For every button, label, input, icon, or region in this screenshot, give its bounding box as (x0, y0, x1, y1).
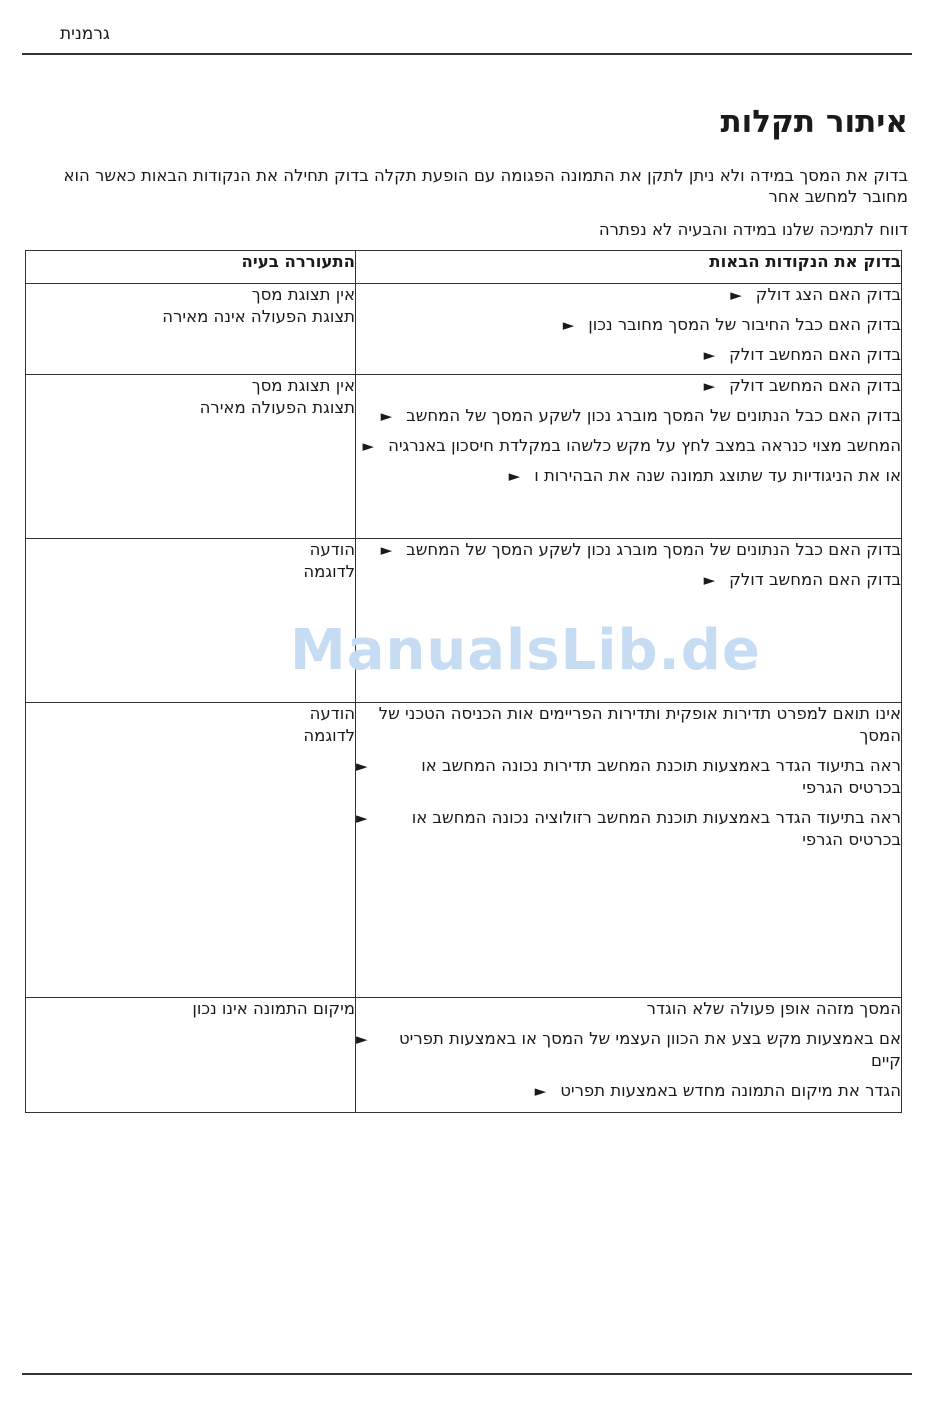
check-item (356, 375, 901, 397)
table-row (26, 703, 902, 998)
arrow-right-icon: ► (534, 1082, 547, 1100)
check-cell (356, 703, 902, 998)
check-text: אם באמצעות מקש בצע את הכוון העצמי של המסך או באמצעות תפריט קיים (398, 1029, 901, 1070)
check-text: בדוק האם המחשב דולק (729, 345, 901, 364)
check-text: ראה בתיעוד הגדר באמצעות תוכנת המחשב רזולוציה נכונה המחשב או בכרטיס הגרפי (411, 808, 901, 849)
check-text: ראה בתיעוד הגדר באמצעות תוכנת המחשב תדירות נכונה המחשב או בכרטיס הגרפי (421, 756, 901, 797)
table-header-row (26, 251, 902, 284)
arrow-right-icon: ► (508, 467, 521, 485)
watermark: ManualsLib.de (290, 618, 761, 683)
check-item (356, 539, 901, 561)
problem-text: מיקום התמונה אינו נכון (192, 999, 355, 1018)
check-cell (356, 375, 902, 539)
check-lead-text: המסך מזהה אופן פעולה שלא הוגדר (646, 999, 901, 1018)
check-lead-text: אינו תואם למפרט תדירות אופקית ותדירות הפריימים אות הכניסה הטכני של המסך (378, 704, 901, 745)
arrow-right-icon: ► (703, 571, 716, 589)
check-item (356, 755, 901, 799)
problem-text: לדוגמה (303, 726, 355, 745)
arrow-right-icon: ► (362, 437, 375, 455)
check-text: בדוק האם כבל הנתונים של המסך מוברג נכון לשקע המסך של המחשב (406, 540, 901, 559)
arrow-right-icon: ► (380, 541, 393, 559)
table-row (26, 284, 902, 375)
check-item (356, 569, 901, 591)
arrow-right-icon: ► (703, 377, 716, 395)
check-item (356, 1028, 901, 1072)
check-item (356, 284, 901, 306)
intro-paragraph-1: בדוק את המסך במידה ולא ניתן לתקן את התמונה הפגומה עם הופעת תקלה בדוק תחילה את הנקודות הבאות כאשר הוא מחובר למחשב אחר (63, 166, 908, 206)
check-text: בדוק האם כבל החיבור של המסך מחובר נכון (588, 315, 901, 334)
arrow-right-icon: ► (356, 1030, 368, 1048)
arrow-right-icon: ► (356, 809, 368, 827)
table-row (26, 998, 902, 1113)
check-text: בדוק האם המחשב דולק (729, 376, 901, 395)
problem-text: הודעה (309, 704, 355, 723)
check-text: או את הניגודיות עד שתוצג תמונה שנה את הבהירות ו (534, 466, 901, 485)
check-text: בדוק האם הצג דולק (755, 285, 901, 304)
problem-text: תצוגת הפעולה אינה מאירה (162, 307, 355, 326)
page-title: איתור תקלות (720, 104, 908, 140)
footer-rule (22, 1373, 912, 1375)
problem-cell (26, 375, 356, 539)
check-item (356, 1080, 901, 1102)
problem-text: תצוגת הפעולה מאירה (199, 398, 355, 417)
problem-text: אין תצוגת מסך (251, 285, 355, 304)
table-row (26, 375, 902, 539)
intro-paragraph-2: דווח לתמיכה שלנו במידה והבעיה לא נפתרה (598, 220, 908, 239)
check-item (356, 465, 901, 487)
check-lead (356, 703, 901, 747)
arrow-right-icon: ► (703, 346, 716, 364)
arrow-right-icon: ► (380, 407, 393, 425)
problem-cell (26, 998, 356, 1113)
check-text: בדוק האם כבל הנתונים של המסך מוברג נכון לשקע המסך של המחשב (406, 406, 901, 425)
check-item (356, 314, 901, 336)
check-item (356, 807, 901, 851)
check-item (356, 435, 901, 457)
check-item (356, 344, 901, 366)
arrow-right-icon: ► (730, 286, 742, 304)
check-lead (356, 998, 901, 1020)
column-header-check: בדוק את הנקודות הבאות (356, 251, 902, 284)
column-header-problem: התעוררה בעיה (26, 251, 356, 284)
check-cell (356, 284, 902, 375)
check-cell (356, 998, 902, 1113)
arrow-right-icon: ► (562, 316, 575, 334)
check-text: הגדר את מיקום התמונה מחדש באמצעות תפריט (560, 1081, 901, 1100)
check-text: בדוק האם המחשב דולק (729, 570, 901, 589)
check-text: המחשב מצוי כנראה במצב לחץ על מקש כלשהו במקלדת חיסכון באנרגיה (388, 436, 901, 455)
header-language: גרמנית (60, 24, 110, 44)
problem-text: לדוגמה (303, 562, 355, 581)
problem-text: הודעה (309, 540, 355, 559)
problem-cell (26, 703, 356, 998)
problem-cell (26, 284, 356, 375)
check-item (356, 405, 901, 427)
problem-text: אין תצוגת מסך (251, 376, 355, 395)
arrow-right-icon: ► (356, 757, 368, 775)
header-rule (22, 53, 912, 55)
